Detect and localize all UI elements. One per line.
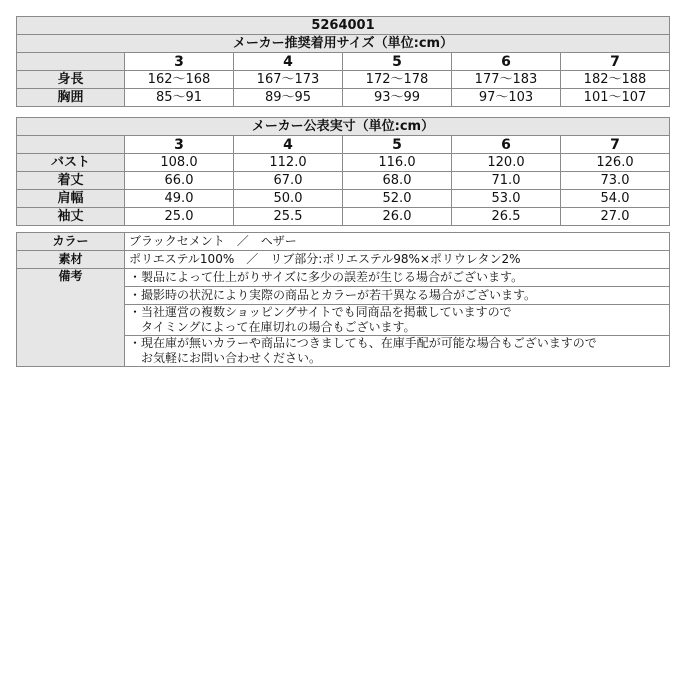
table-cell: 53.0 — [452, 190, 561, 208]
table-row — [17, 208, 670, 226]
table-row — [17, 233, 670, 251]
color-label: カラー — [17, 233, 125, 251]
table-cell: 25.5 — [234, 208, 343, 226]
size-header-row — [17, 136, 670, 154]
table-cell: 68.0 — [343, 172, 452, 190]
table-cell: 26.5 — [452, 208, 561, 226]
table-row — [17, 190, 670, 208]
table-cell: 120.0 — [452, 154, 561, 172]
color-value: ブラックセメント ／ ヘザー — [125, 233, 670, 251]
size-header: 5 — [343, 53, 452, 71]
row-label-length: 着丈 — [17, 172, 125, 190]
row-label-chest: 胸囲 — [17, 89, 125, 107]
table-cell: 97～103 — [452, 89, 561, 107]
size-header: 3 — [125, 53, 234, 71]
recommended-size-table — [16, 16, 670, 107]
table-cell: 26.0 — [343, 208, 452, 226]
measured-size-table — [16, 117, 670, 226]
table-cell: 112.0 — [234, 154, 343, 172]
size-header: 5 — [343, 136, 452, 154]
table-cell: 162～168 — [125, 71, 234, 89]
size-header: 6 — [452, 53, 561, 71]
notes-label: 備考 — [17, 269, 125, 367]
row-label-bust: バスト — [17, 154, 125, 172]
table-row — [17, 251, 670, 269]
table-cell: 27.0 — [561, 208, 670, 226]
table-cell: 25.0 — [125, 208, 234, 226]
row-label-height: 身長 — [17, 71, 125, 89]
recommended-size-title: メーカー推奨着用サイズ（単位:cm） — [17, 35, 670, 53]
size-header: 7 — [561, 53, 670, 71]
table-cell: 73.0 — [561, 172, 670, 190]
table-cell: 177～183 — [452, 71, 561, 89]
row-label-shoulder: 肩幅 — [17, 190, 125, 208]
table-cell: 54.0 — [561, 190, 670, 208]
note-line: お気軽にお問い合わせください。 — [129, 351, 322, 365]
table-cell: 101～107 — [561, 89, 670, 107]
note-item — [125, 269, 670, 287]
corner-cell — [17, 53, 125, 71]
size-header: 4 — [234, 53, 343, 71]
product-info-table — [16, 232, 670, 367]
note-line: ・製品によって仕上がりサイズに多少の誤差が生じる場合がございます。 — [129, 270, 524, 284]
table-cell: 93～99 — [343, 89, 452, 107]
table-row — [17, 172, 670, 190]
row-label-sleeve: 袖丈 — [17, 208, 125, 226]
table-cell: 71.0 — [452, 172, 561, 190]
table-cell: 52.0 — [343, 190, 452, 208]
table-cell: 126.0 — [561, 154, 670, 172]
table-cell: 89～95 — [234, 89, 343, 107]
table-cell: 49.0 — [125, 190, 234, 208]
size-header: 3 — [125, 136, 234, 154]
size-header: 7 — [561, 136, 670, 154]
table-cell: 67.0 — [234, 172, 343, 190]
note-item — [125, 336, 670, 367]
size-header: 4 — [234, 136, 343, 154]
table-cell: 50.0 — [234, 190, 343, 208]
table-cell: 116.0 — [343, 154, 452, 172]
note-line: ・現在庫が無いカラーや商品につきましても、在庫手配が可能な場合もございますので — [129, 336, 597, 350]
table-row — [17, 71, 670, 89]
table-cell: 182～188 — [561, 71, 670, 89]
size-header-row — [17, 53, 670, 71]
material-value: ポリエステル100% ／ リブ部分:ポリエステル98%×ポリウレタン2% — [125, 251, 670, 269]
note-item — [125, 305, 670, 336]
note-item — [125, 287, 670, 305]
table-cell: 167～173 — [234, 71, 343, 89]
table-row — [17, 269, 670, 287]
corner-cell — [17, 136, 125, 154]
table-row — [17, 154, 670, 172]
note-line: ・当社運営の複数ショッピングサイトでも同商品を掲載していますので — [129, 305, 512, 319]
table-cell: 66.0 — [125, 172, 234, 190]
product-code: 5264001 — [17, 17, 670, 35]
table-cell: 108.0 — [125, 154, 234, 172]
note-line: ・撮影時の状況により実際の商品とカラーが若干異なる場合がございます。 — [129, 288, 537, 302]
measured-size-title: メーカー公表実寸（単位:cm） — [17, 118, 670, 136]
note-line: タイミングによって在庫切れの場合もございます。 — [129, 320, 416, 334]
table-cell: 172～178 — [343, 71, 452, 89]
material-label: 素材 — [17, 251, 125, 269]
table-row — [17, 89, 670, 107]
table-cell: 85～91 — [125, 89, 234, 107]
size-header: 6 — [452, 136, 561, 154]
